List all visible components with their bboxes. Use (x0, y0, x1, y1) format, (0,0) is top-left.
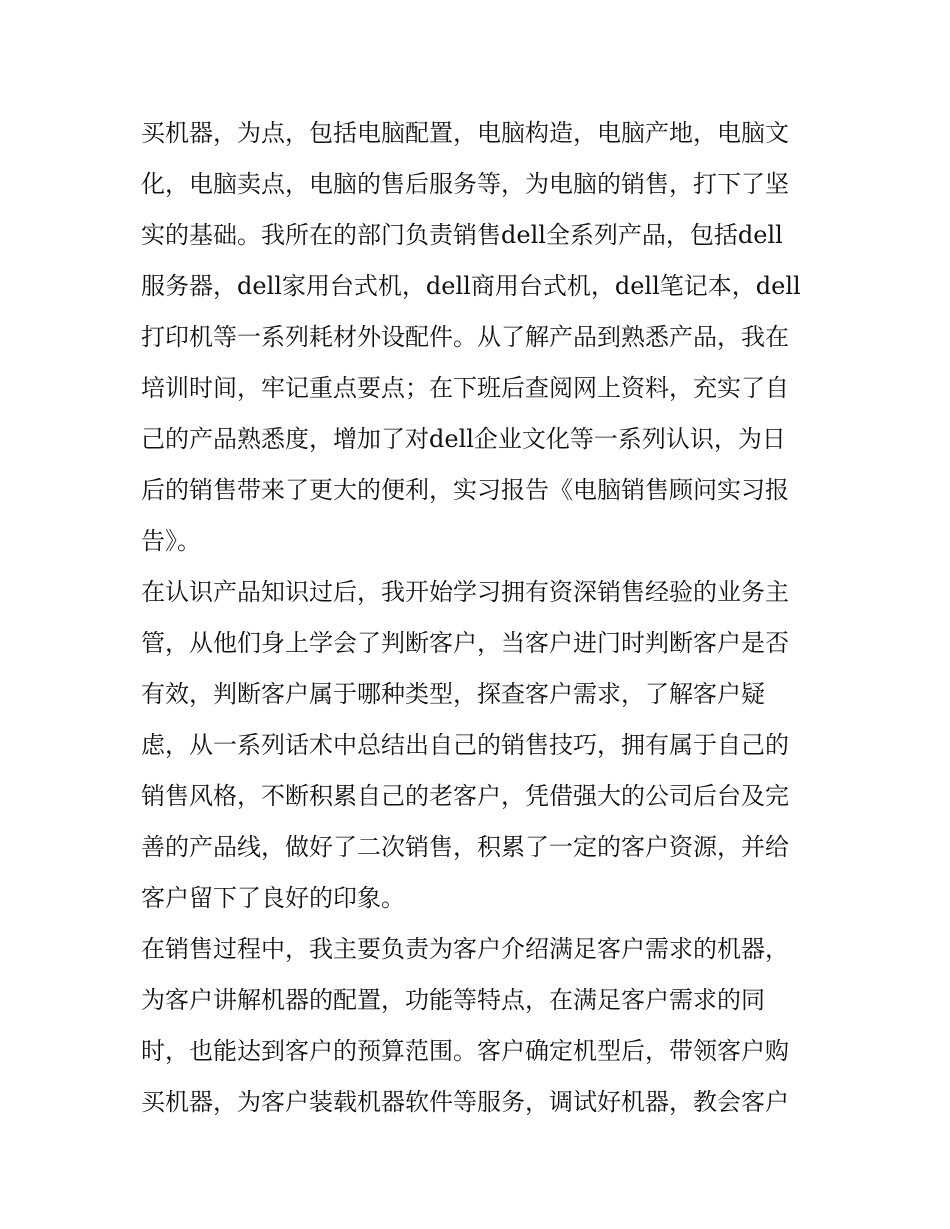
text-line: 管，从他们身上学会了判断客户，当客户进门时判断客户是否 (141, 629, 789, 657)
text-line: 时，也能达到客户的预算范围。客户确定机型后，带领客户购 (141, 1037, 789, 1065)
text-line: 买机器，为客户装载机器软件等服务，调试好机器，教会客户 (141, 1088, 789, 1116)
text-line: 善的产品线，做好了二次销售，积累了一定的客户资源，并给 (141, 833, 789, 861)
text-line: 后的销售带来了更大的便利，实习报告《电脑销售顾问实习报 (141, 476, 789, 504)
text-line: 打印机等一系列耗材外设配件。从了解产品到熟悉产品，我在 (141, 323, 789, 351)
paragraph-1 (141, 108, 821, 567)
text-line: 在销售过程中，我主要负责为客户介绍满足客户需求的机器， (141, 935, 789, 963)
text-line: 客户留下了良好的印象。 (141, 884, 405, 912)
text-line: 为客户讲解机器的配置，功能等特点，在满足客户需求的同 (141, 986, 765, 1014)
paragraph-2 (141, 567, 821, 924)
document-body (141, 108, 821, 1128)
text-line: 销售风格，不断积累自己的老客户，凭借强大的公司后台及完 (141, 782, 789, 810)
text-line: 在认识产品知识过后，我开始学习拥有资深销售经验的业务主 (141, 578, 789, 606)
text-line: 买机器，为点，包括电脑配置，电脑构造，电脑产地，电脑文 (141, 119, 789, 147)
text-line: 服务器，dell家用台式机，dell商用台式机，dell笔记本，dell (141, 272, 801, 300)
text-line: 告》。 (141, 527, 201, 555)
paragraph-3 (141, 924, 821, 1128)
text-line: 实的基础。我所在的部门负责销售dell全系列产品，包括dell (141, 221, 783, 249)
text-line: 有效，判断客户属于哪种类型，探查客户需求，了解客户疑 (141, 680, 765, 708)
text-line: 己的产品熟悉度，增加了对dell企业文化等一系列认识，为日 (141, 425, 786, 453)
text-line: 虑，从一系列话术中总结出自己的销售技巧，拥有属于自己的 (141, 731, 789, 759)
text-line: 培训时间，牢记重点要点；在下班后查阅网上资料，充实了自 (141, 374, 789, 402)
text-line: 化，电脑卖点，电脑的售后服务等，为电脑的销售，打下了坚 (141, 170, 789, 198)
